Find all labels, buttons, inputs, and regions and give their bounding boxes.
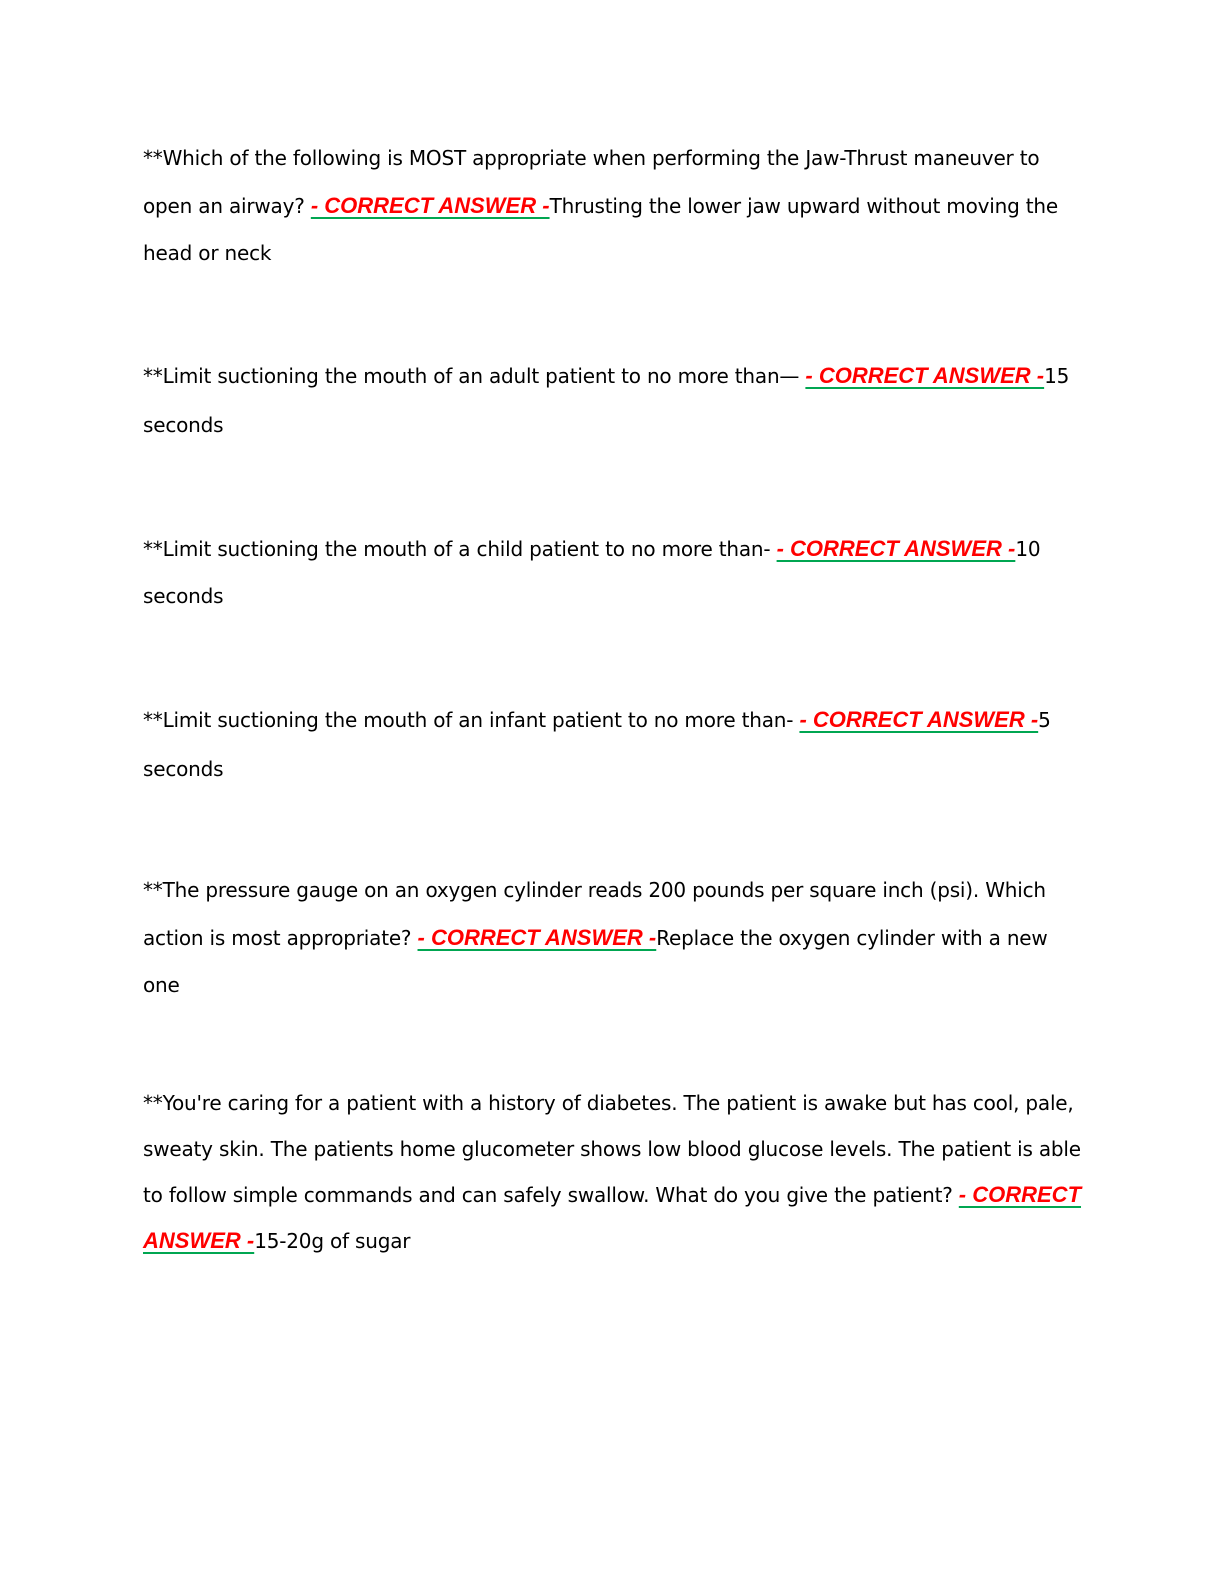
correct-answer-marker: - CORRECT ANSWER -: [776, 536, 1016, 561]
qa-item: [143, 867, 1083, 1009]
question-text: **Limit suctioning the mouth of an infant patient to no more than-: [143, 708, 800, 732]
qa-item: [143, 525, 1083, 620]
correct-answer-marker: - CORRECT ANSWER -: [143, 1182, 1082, 1253]
correct-answer-marker: - CORRECT ANSWER -: [417, 925, 657, 950]
correct-answer-marker: - CORRECT ANSWER -: [805, 363, 1045, 388]
answer-text: Replace the oxygen cylinder with a new one: [143, 926, 1048, 997]
question-text: **Limit suctioning the mouth of a child patient to no more than-: [143, 537, 777, 561]
correct-answer-marker: - CORRECT ANSWER -: [310, 193, 550, 218]
correct-answer-marker: - CORRECT ANSWER -: [799, 707, 1039, 732]
answer-text: 10 seconds: [143, 537, 1041, 608]
qa-item: [143, 1080, 1083, 1264]
question-text: **Limit suctioning the mouth of an adult patient to no more than—: [143, 364, 806, 388]
answer-text: Thrusting the lower jaw upward without moving the head or neck: [143, 194, 1058, 265]
qa-item: [143, 351, 1083, 450]
answer-text: 15-20g of sugar: [254, 1229, 411, 1253]
question-text: **You're caring for a patient with a history of diabetes. The patient is awake but has cool, pale, sweaty skin. The patients home glucometer shows low blood glucose levels. The patient is able to follow simple commands and can safely swallow. What do you give the patient?: [143, 1091, 1081, 1207]
answer-text: 5 seconds: [143, 708, 1051, 781]
question-text: **The pressure gauge on an oxygen cylinder reads 200 pounds per square inch (psi). Which action is most appropriate?: [143, 878, 1046, 950]
qa-item: [143, 695, 1083, 794]
answer-text: 15 seconds: [143, 364, 1070, 437]
qa-item: [143, 135, 1083, 277]
question-text: **Which of the following is MOST appropriate when performing the Jaw-Thrust maneuver to open an airway?: [143, 146, 1040, 218]
